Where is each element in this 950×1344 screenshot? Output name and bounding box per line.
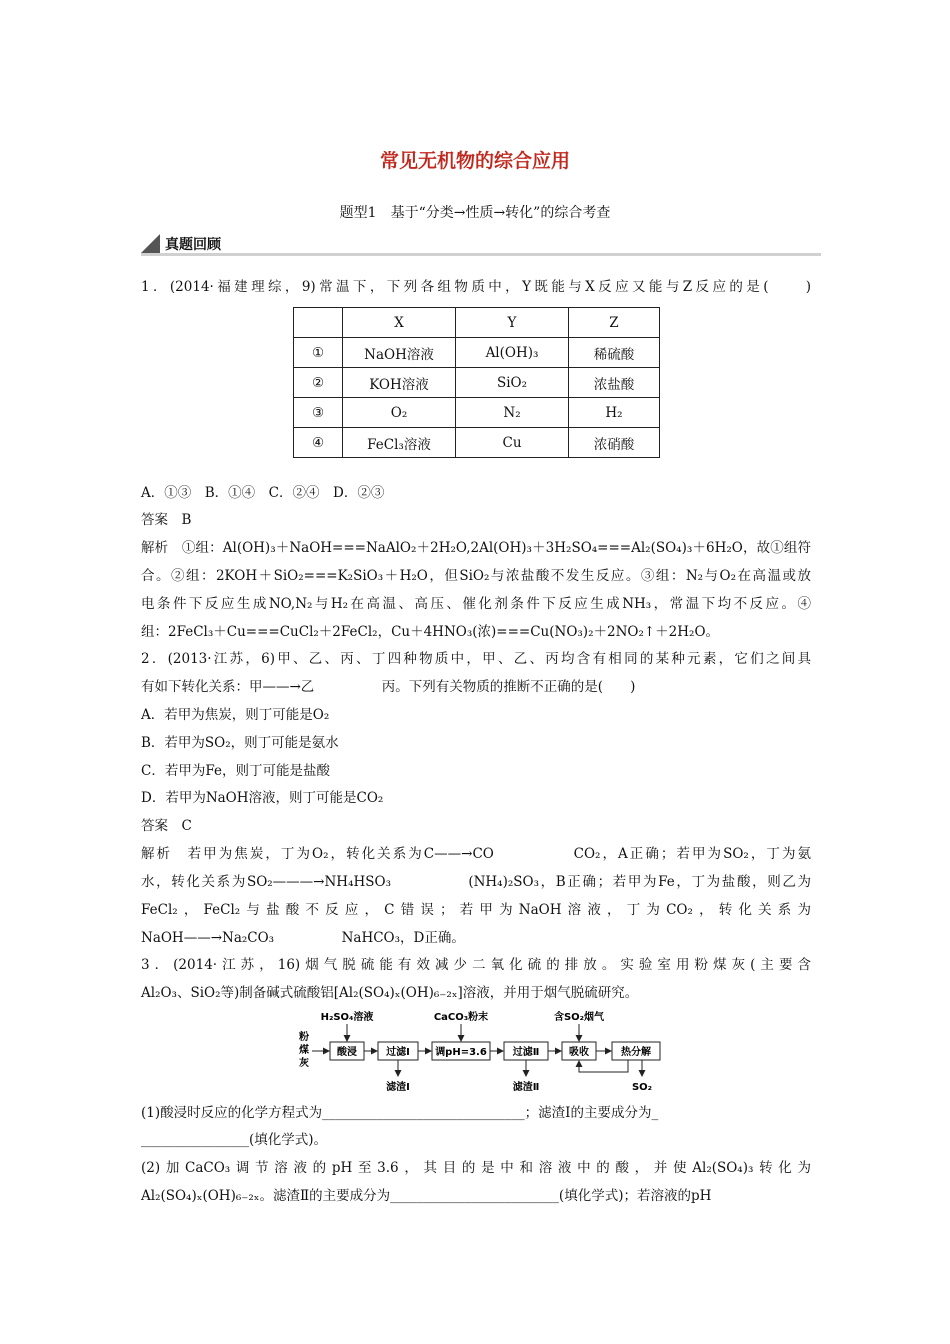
q3-sub1-line: ________________(填化学式)。 bbox=[141, 1132, 328, 1148]
q1-analysis-line: 组：2FeCl₃＋Cu===CuCl₂＋2FeCl₂，Cu＋4HNO₃(浓)===Cu(NO₃)₂＋2NO₂↑＋2H₂O。 bbox=[141, 624, 720, 640]
table-cell: 稀硫酸 bbox=[569, 338, 660, 368]
table-cell: ① bbox=[294, 338, 343, 368]
table-row bbox=[294, 398, 660, 428]
table-cell: Cu bbox=[456, 428, 569, 458]
section-banner bbox=[141, 234, 821, 258]
flow-box-label: 酸浸 bbox=[337, 1047, 357, 1058]
table-cell: FeCl₃溶液 bbox=[343, 428, 456, 458]
flow-bottom-label: SO₂ bbox=[631, 1082, 653, 1093]
process-flow-diagram bbox=[292, 1010, 672, 1096]
table-cell: Al(OH)₃ bbox=[456, 338, 569, 368]
table-row bbox=[294, 338, 660, 368]
table-header-z: Z bbox=[569, 308, 660, 338]
q1-table bbox=[293, 307, 660, 458]
q3-stem-line: Al₂O₃、SiO₂等)制备碱式硫酸铝[Al₂(SO₄)ₓ(OH)₆₋₂ₓ]溶液，并用于烟气脱硫研究。 bbox=[141, 985, 639, 1001]
table-cell: 浓盐酸 bbox=[569, 368, 660, 398]
q1-analysis-line: 电条件下反应生成NO,N₂与H₂在高温、高压、催化剂条件下反应生成NH₃，常温下均不反应。④ bbox=[141, 596, 811, 612]
flow-box-label: 过滤Ⅱ bbox=[512, 1047, 540, 1058]
q2-option-b: B．若甲为SO₂，则丁可能是氨水 bbox=[141, 735, 339, 751]
flow-start-char: 煤 bbox=[299, 1045, 309, 1056]
table-row bbox=[294, 428, 660, 458]
q1-analysis-line: 合。②组：2KOH＋SiO₂===K₂SiO₃＋H₂O，但SiO₂与浓盐酸不发生反应。③组：N₂与O₂在高温或放 bbox=[141, 568, 811, 584]
table-cell: O₂ bbox=[343, 398, 456, 428]
table-cell: N₂ bbox=[456, 398, 569, 428]
q3-sub2-line: (2)加CaCO₃调节溶液的pH至3.6，其目的是中和溶液中的酸，并使Al₂(SO₄)₃转化为 bbox=[141, 1160, 811, 1176]
table-cell: ② bbox=[294, 368, 343, 398]
section-subtitle: 题型1 基于“分类→性质→转化”的综合考查 bbox=[339, 205, 611, 221]
table-cell: KOH溶液 bbox=[343, 368, 456, 398]
table-header-x: X bbox=[343, 308, 456, 338]
table-header-y: Y bbox=[456, 308, 569, 338]
q1-options: A．①③ B．①④ C．②④ D．②③ bbox=[141, 485, 385, 501]
q2-analysis-line: FeCl₂，FeCl₂与盐酸不反应，C错误；若甲为NaOH溶液，丁为CO₂，转化关系为 bbox=[141, 902, 811, 918]
q3-stem-line: 3．(2014·江苏，16)烟气脱硫能有效减少二氧化硫的排放。实验室用粉煤灰(主要含 bbox=[141, 957, 811, 973]
table-cell: NaOH溶液 bbox=[343, 338, 456, 368]
q2-option-c: C．若甲为Fe，则丁可能是盐酸 bbox=[141, 763, 330, 779]
q3-sub2-line: Al₂(SO₄)ₓ(OH)₆₋₂ₓ。滤渣Ⅱ的主要成分为_________________________(填化学式)；若溶液的pH bbox=[141, 1188, 712, 1204]
flow-start-char: 灰 bbox=[299, 1058, 309, 1069]
flow-top-label: CaCO₃粉末 bbox=[433, 1012, 489, 1023]
flow-top-label: 含SO₂烟气 bbox=[553, 1012, 605, 1023]
q2-option-a: A．若甲为焦炭，则丁可能是O₂ bbox=[141, 707, 330, 723]
flow-box-label: 调pH=3.6 bbox=[435, 1047, 487, 1058]
q3-sub1-line: (1)酸浸时反应的化学方程式为______________________________；滤渣Ⅰ的主要成分为_ bbox=[141, 1105, 659, 1121]
flow-bottom-label: 滤渣Ⅱ bbox=[512, 1082, 540, 1093]
flow-start-char: 粉 bbox=[299, 1032, 309, 1043]
table-cell: H₂ bbox=[569, 398, 660, 428]
flow-recycle-arrow bbox=[579, 1060, 628, 1072]
q2-option-d: D．若甲为NaOH溶液，则丁可能是CO₂ bbox=[141, 790, 384, 806]
q2-stem-line: 有如下转化关系：甲——→乙 丙。下列有关物质的推断不正确的是( ) bbox=[141, 679, 636, 695]
banner-triangle-icon bbox=[141, 234, 160, 253]
table-cell: ④ bbox=[294, 428, 343, 458]
banner-underline bbox=[141, 253, 821, 256]
table-cell: ③ bbox=[294, 398, 343, 428]
flow-top-label: H₂SO₄溶液 bbox=[320, 1012, 374, 1023]
banner-label: 真题回顾 bbox=[165, 237, 221, 253]
q2-answer: 答案 C bbox=[141, 818, 192, 834]
table-cell bbox=[294, 308, 343, 338]
flow-box-label: 热分解 bbox=[621, 1047, 651, 1058]
flow-box-label: 过滤Ⅰ bbox=[386, 1047, 410, 1058]
q2-stem-line: 2．(2013·江苏，6)甲、乙、丙、丁四种物质中，甲、乙、丙均含有相同的某种元素，它们之间具 bbox=[141, 651, 811, 667]
q2-analysis-line: 解析 若甲为焦炭，丁为O₂，转化关系为C——→CO CO₂，A正确；若甲为SO₂，丁为氨 bbox=[141, 846, 811, 862]
flow-bottom-label: 滤渣Ⅰ bbox=[386, 1082, 410, 1093]
q1-analysis-line: 解析 ①组：Al(OH)₃＋NaOH===NaAlO₂＋2H₂O,2Al(OH)₃＋3H₂SO₄===Al₂(SO₄)₃＋6H₂O，故①组符 bbox=[141, 540, 811, 556]
q2-analysis-line: 水，转化关系为SO₂———→NH₄HSO₃ (NH₄)₂SO₃，B正确；若甲为Fe，丁为盐酸，则乙为 bbox=[141, 874, 811, 890]
q2-analysis-line: NaOH——→Na₂CO₃ NaHCO₃，D正确。 bbox=[141, 930, 465, 946]
table-row bbox=[294, 308, 660, 338]
q1-stem: 1．(2014·福建理综，9)常温下，下列各组物质中，Y既能与X反应又能与Z反应的是( ) bbox=[141, 279, 811, 295]
page-title: 常见无机物的综合应用 bbox=[379, 150, 570, 172]
table-row bbox=[294, 368, 660, 398]
flow-box-label: 吸收 bbox=[569, 1047, 589, 1058]
q1-answer: 答案 B bbox=[141, 512, 192, 528]
table-cell: 浓硝酸 bbox=[569, 428, 660, 458]
table-cell: SiO₂ bbox=[456, 368, 569, 398]
